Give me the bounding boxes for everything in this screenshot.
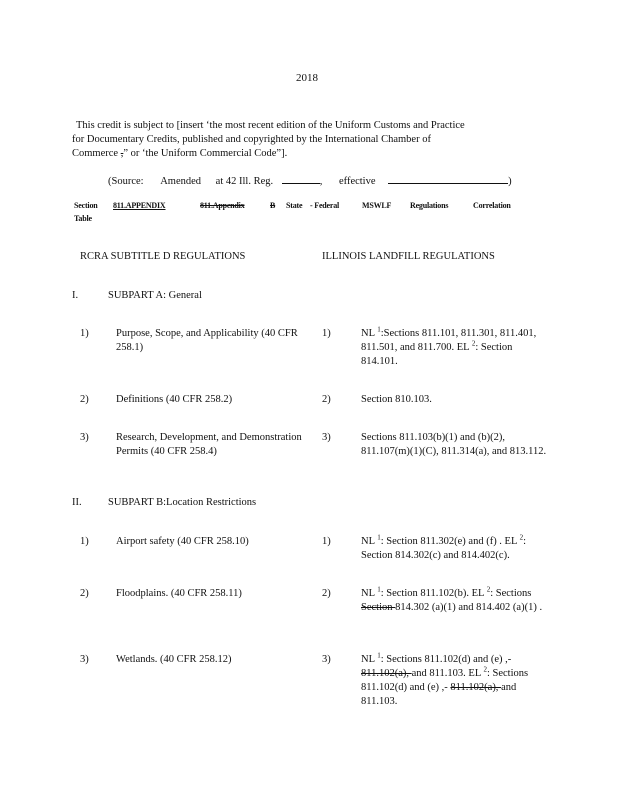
source-comma: , — [319, 176, 323, 187]
item-number: 1) — [322, 328, 331, 339]
header-federal: - Federal — [310, 201, 340, 210]
illinois-regulation: NL $^1$: Section 811.302(e) and (f) . EL $^2$: Section 814.302(c) and 814.402(c). — [361, 533, 527, 561]
item-number: 2) — [322, 394, 331, 405]
item-number: 2) — [80, 588, 89, 599]
item-number: 3) — [80, 432, 89, 443]
source-register: at 42 Ill. Reg. — [215, 176, 274, 187]
illinois-regulation: Section 810.103. — [361, 394, 432, 405]
credit-paragraph-line-1: This credit is subject to [insert ‘the most recent edition of the Uniform Customs and Practice — [76, 120, 465, 131]
illinois-regulation: NL $^1$: Sections 811.102(d) and (e) ,- 811.102(a), and 811.103. EL $^2$: Sections 811.102(d) and (e) ,- 811.102(a), and 811.103. — [361, 651, 529, 707]
header-appendix-new: 811.APPENDIX — [113, 201, 166, 210]
column-head-rcra: RCRA SUBTITLE D REGULATIONS — [80, 251, 246, 262]
subpart-numeral: I. — [72, 290, 79, 301]
item-number: 2) — [322, 588, 331, 599]
struck-comma: , — [120, 148, 124, 159]
illinois-regulation: Sections 811.103(b)(1) and (b)(2), 811.107(m)(1)(C), 811.314(a), and 813.112. — [361, 432, 547, 457]
effective-date-blank — [388, 173, 508, 184]
column-head-illinois: ILLINOIS LANDFILL REGULATIONS — [322, 251, 495, 262]
item-number: 3) — [322, 432, 331, 443]
source-open: (Source: — [108, 176, 144, 187]
source-close: ) — [508, 176, 512, 187]
credit-paragraph-line-3-end: ” or ‘the Uniform Commercial Code”]. — [123, 148, 288, 159]
credit-paragraph-line-2: for Documentary Credits, published and copyrighted by the International Chamber of — [72, 134, 431, 145]
illinois-regulation: NL $^1$: Section 811.102(b). EL $^2$: Sections Section 814.302 (a)(1) and 814.402 (a)(1) . — [361, 585, 543, 613]
source-amended: Amended — [160, 176, 202, 187]
header-table: Table — [74, 214, 92, 223]
item-number: 1) — [80, 536, 89, 547]
item-number: 2) — [80, 394, 89, 405]
rcra-regulation: Wetlands. (40 CFR 258.12) — [116, 654, 232, 665]
header-b-old: B — [270, 201, 276, 210]
header-correlation: Correlation — [473, 201, 511, 210]
source-effective: effective — [338, 176, 376, 187]
rcra-regulation: Airport safety (40 CFR 258.10) — [116, 536, 249, 547]
credit-paragraph-line-3 — [72, 148, 287, 159]
page-year: 2018 — [296, 72, 318, 84]
item-number: 1) — [322, 536, 331, 547]
item-number: 3) — [322, 654, 331, 665]
subpart-numeral: II. — [72, 497, 82, 508]
header-regulations: Regulations — [410, 201, 449, 210]
header-appendix-old: 811.Appendix — [200, 201, 245, 210]
credit-paragraph-line-3-start: Commerce — [72, 148, 121, 159]
source-line — [108, 173, 512, 187]
header-mswlf: MSWLF — [362, 201, 392, 210]
illinois-regulation: NL $^1$:Sections 811.101, 811.301, 811.401, 811.501, and 811.700. EL $^2$: Section 814.101. — [361, 325, 537, 367]
item-number: 3) — [80, 654, 89, 665]
header-state: State — [286, 201, 303, 210]
subpart-title: SUBPART B:Location Restrictions — [108, 497, 257, 508]
register-blank — [282, 173, 320, 184]
header-section: Section — [74, 201, 98, 210]
rcra-regulation: Definitions (40 CFR 258.2) — [116, 394, 233, 405]
item-number: 1) — [80, 328, 89, 339]
rcra-regulation: Research, Development, and Demonstration Permits (40 CFR 258.4) — [116, 432, 302, 457]
rcra-regulation: Purpose, Scope, and Applicability (40 CFR 258.1) — [116, 328, 298, 353]
subpart-title: SUBPART A: General — [108, 290, 202, 301]
rcra-regulation: Floodplains. (40 CFR 258.11) — [116, 588, 242, 599]
